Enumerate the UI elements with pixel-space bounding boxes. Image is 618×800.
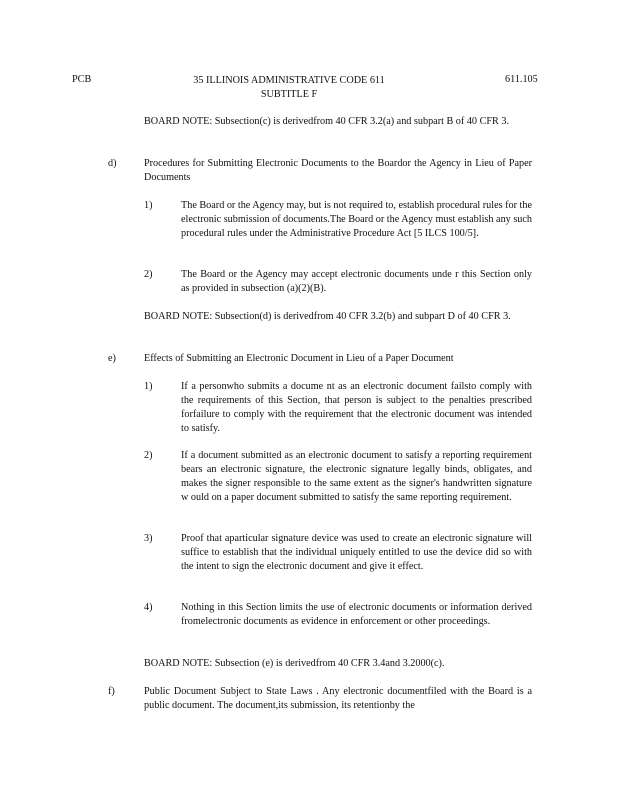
- item-e2-text: If a document submitted as an electronic document to satisfy a reporting requirement bears an electronic signature, the electronic signature legally binds, obligates, and makes the signer responsible to the same extent as the signer's handwritten signature w ould on a paper document submitted to satisfy the same reporting requirement.: [181, 450, 532, 503]
- board-note-e: BOARD NOTE: Subsection (e) is derivedfrom 40 CFR 3.4and 3.2000(c).: [144, 658, 445, 669]
- item-e3-number: 3): [144, 533, 153, 544]
- item-e1-number: 1): [144, 381, 153, 392]
- item-e1-text: If a personwho submits a docume nt as an electronic document failsto comply with the requirements of this Section, that person is subject to the penalties prescribed forfailure to comply with the requirement that the electronic document was intended to satisfy.: [181, 381, 532, 434]
- header-code: 35 ILLINOIS ADMINISTRATIVE CODE 611: [193, 75, 385, 86]
- item-d2-number: 2): [144, 269, 153, 280]
- header-subtitle: SUBTITLE F: [260, 89, 318, 100]
- item-e4-number: 4): [144, 602, 153, 613]
- subsection-e-label: e): [108, 353, 116, 364]
- header-title: [174, 74, 404, 102]
- item-e2-number: 2): [144, 450, 153, 461]
- item-d1-text: The Board or the Agency may, but is not required to, establish procedural rules for the electronic submission of documents.The Board or the Agency must establish any such procedural rules under the Administrative Procedure Act [5 ILCS 100/5].: [181, 200, 532, 239]
- item-d2-text: The Board or the Agency may accept electronic documents unde r this Section only as provided in subsection (a)(2)(B).: [181, 269, 532, 294]
- item-e4-text: Nothing in this Section limits the use of electronic documents or information derived fromelectronic documents as evidence in enforcement or other proceedings.: [181, 602, 532, 627]
- header-agency: PCB: [72, 74, 92, 85]
- board-note-d: BOARD NOTE: Subsection(d) is derivedfrom 40 CFR 3.2(b) and subpart D of 40 CFR 3.: [144, 311, 511, 322]
- item-e3-text: Proof that aparticular signature device was used to create an electronic signature will suffice to establish that the individual uniquely entitled to use the device did so with the intent to sign the electronic document and give it effect.: [181, 533, 532, 572]
- subsection-d-label: d): [108, 158, 117, 169]
- board-note-c: BOARD NOTE: Subsection(c) is derivedfrom 40 CFR 3.2(a) and subpart B of 40 CFR 3.: [144, 116, 510, 127]
- subsection-f-label: f): [108, 686, 115, 697]
- subsection-e-title: Effects of Submitting an Electronic Document in Lieu of a Paper Document: [144, 353, 454, 364]
- subsection-d-title: Procedures for Submitting Electronic Documents to the Boardor the Agency in Lieu of Paper Documents: [144, 158, 532, 183]
- header-section-number: 611.105: [505, 74, 538, 85]
- subsection-f-text: Public Document Subject to State Laws . Any electronic documentfiled with the Board is a public document. The document,its submission, its retentionby the: [144, 686, 532, 711]
- item-d1-number: 1): [144, 200, 153, 211]
